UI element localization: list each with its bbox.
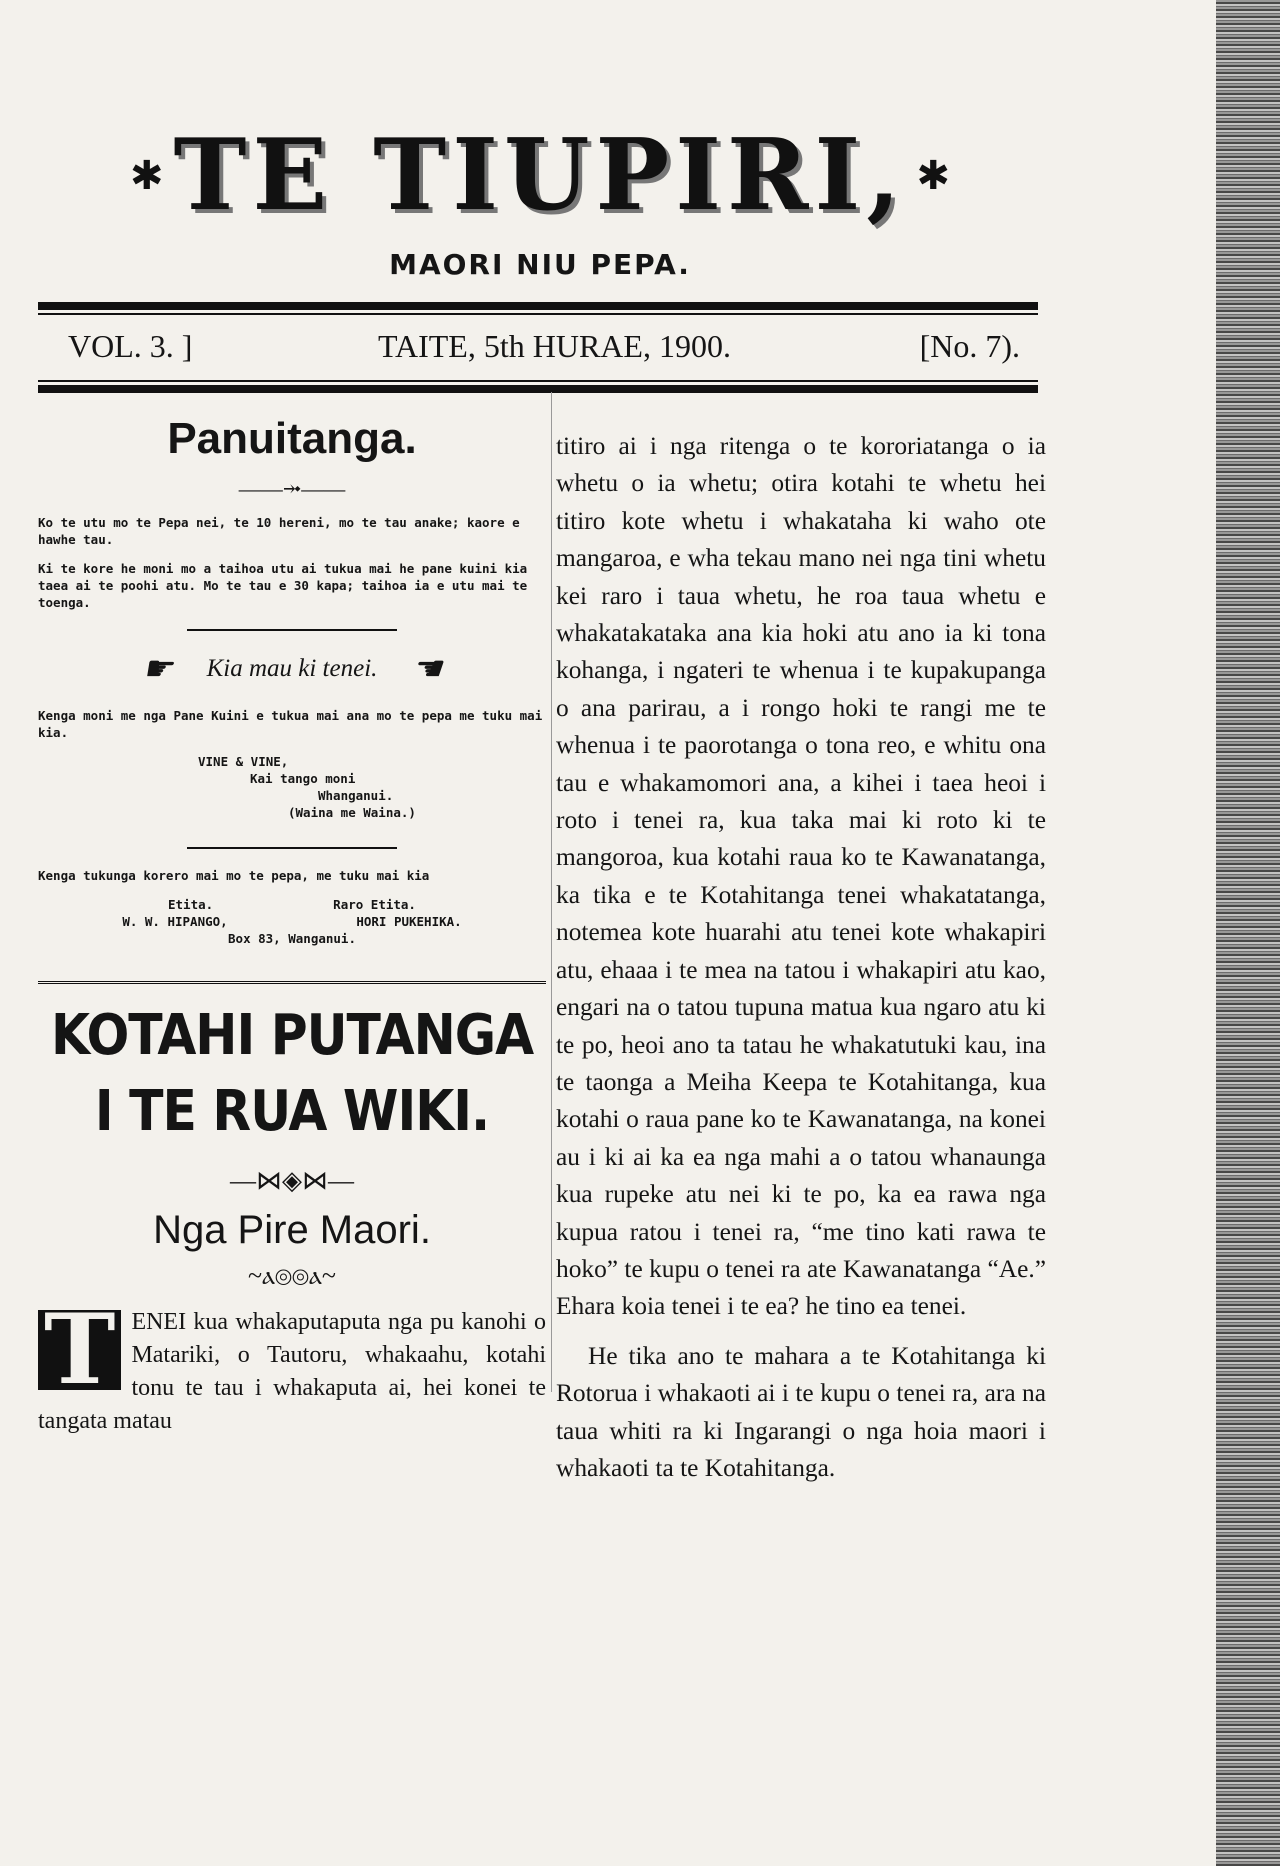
article-opening-paragraph [38,1293,546,1438]
dateline-rule-thick [38,385,1038,393]
sub-editor-label: Raro Etita. [333,897,416,912]
double-rule [38,981,546,984]
editor-name: W. W. HIPANGO, [122,914,228,929]
editor-labels [38,896,546,913]
article-title: Nga Pire Maori. [153,1208,431,1252]
star-ornament-right: ✱ [916,152,950,198]
article-paragraph-1: titiro ai i nga ritenga o te kororiatanga o ia whetu o ia whetu; otira kotahi te whetu hei titiro kote whetu i whakataha ki waho ote mangaroa, e wha tekau mano nei nga tini whetu kei raro i taua whetu, he roa taua whetu e whakatakataka ana kia hoki atu ano ia ki tona kohanga, i ngateri te whenua i te kupakupanga o ana parirau, a i rongo hoki te rangi me te whenua i te paorotanga o tona reo, e whitu ona tau e whakamomori ana, a kihei i taea heoi i roto i tenei ra, kua taka mai ki roto ki te mangoroa, kua kotahi raua ko te Kawanatanga, ka tika e te Kotahitanga tenei whakatatanga, notemea kote huarahi atu tenei kote whakapiri atu, ehaaa i te mea na tatou i whakapiri atu kao, engari na o tatou tupuna matua kua ngaro atu ki te po, heoi ano ta tatau he whakatutuki kau, ina te taonga a Meiha Keepa te Kotahitanga, kua kotahi o raua pane ko te Kawanatanga, na konei au i ki ai ka ea nga mahi a o tatou whanaunga kua rupeke atu nei ki te po, ka ea rawa nga kupua ratou i tenei ra, “me tino kati rawa te hoko” te kupu o tenei ra ate Kawanatanga “Ae.” Ehara koia tenei i te ea? he tino ea tenei. [556,432,1046,1321]
kia-mau-line [38,649,546,689]
publication-frequency-headline: KOTAHI PUTANGA I TE RUA WIKI. [50,1003,534,1144]
dateline [60,328,1020,368]
dateline-rule-thin [38,380,1038,382]
issue-number: [No. 7). [919,328,1020,364]
editor-names [38,913,546,930]
left-column [38,402,546,1438]
subscription-notices [38,514,546,611]
agent-town: Whanganui. [318,788,394,803]
editor-address: Box 83, Wanganui. [228,931,356,946]
payment-notice [38,707,546,821]
masthead [35,117,1045,233]
editors-notice [38,867,546,947]
agent-role: Kai tango moni [250,771,356,786]
masthead-rule-top [38,302,1038,310]
column-divider [551,392,552,1392]
right-column [556,428,1046,1487]
notice-stamps: Ki te kore he moni mo a taihoa utu ai tukua mai he pane kuini kia taea ai te poohi atu. Mo te tau e 30 kapa; taihoa ia e utu mai te toenga. [38,561,528,610]
ornament-divider-2: —⋈◈⋈— [230,1166,354,1195]
scanned-page-edge [1216,0,1280,1866]
article-paragraph-2: He tika ano te mahara a te Kotahitanga ki Rotorua i whakaoti ai i te kupu o tenei ra, ara na taua whiti ra ki Ingarangi o nga hoia maori i whakaoti ta te Kotahitanga. [556,1341,1046,1482]
notice-money: Kenga moni me nga Pane Kuini e tukua mai ana mo te pepa me tuku mai kia. [38,708,543,740]
notices-title: Panuitanga. [167,414,417,463]
article-opening-text: ENEI kua whakaputaputa nga pu kanohi o Matariki, o Tautoru, whakaahu, kotahi tonu te tau i whakaputa ai, hei konei te tangata matau [38,1309,546,1434]
pointing-hand-right-icon: ☛ [142,651,173,688]
star-ornament-left: ✱ [130,152,164,198]
notice-price: Ko te utu mo te Pepa nei, te 10 hereni, mo te tau anake; kaore e hawhe tau. [38,515,520,547]
sub-editor-name: HORI PUKEHIKA. [356,914,462,929]
short-rule-2 [187,847,397,849]
agent-name: VINE & VINE, [198,754,289,769]
editor-label: Etita. [168,897,214,912]
drop-cap: T [38,1310,121,1390]
notice-correspondence: Kenga tukunga korero mai mo te pepa, me tuku mai kia [38,868,430,883]
issue-date: TAITE, 5th HURAE, 1900. [378,328,731,364]
pointing-hand-left-icon: ☚ [411,651,442,688]
masthead-rule-thin [38,313,1038,315]
kia-mau-text: Kia mau ki tenei. [206,655,378,682]
agent-note: (Waina me Waina.) [288,805,416,820]
ornament-divider-3: ~ⲁ⦾⦾ⲁ~ [248,1261,336,1290]
newspaper-subtitle: MAORI NIU PEPA. [389,248,691,281]
ornament-divider: ——⤞—— [238,476,346,501]
short-rule [187,629,397,631]
volume-label: VOL. 3. ] [68,328,193,364]
newspaper-title: TE TIUPIRI, [173,117,907,233]
